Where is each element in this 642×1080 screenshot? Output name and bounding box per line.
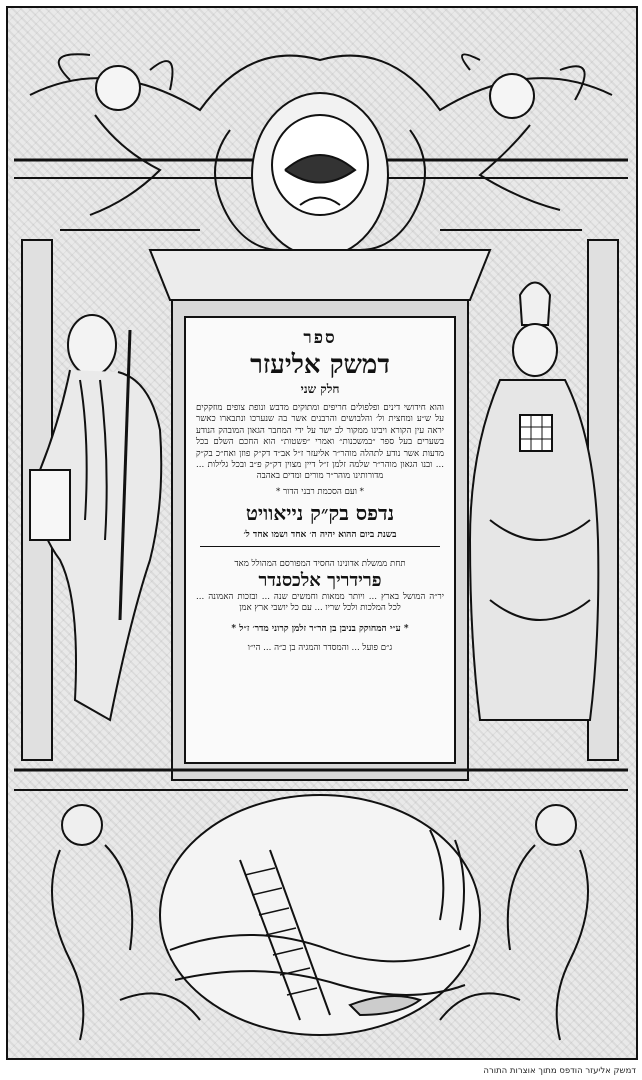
jacobs-ladder-scene (160, 795, 480, 1035)
image-caption: דמשק אליעזר הודפס מתוך אוצרות התורה (483, 1066, 636, 1076)
ruler-name: פרידריך אלכסנדר (258, 569, 382, 591)
printing-year: בשנת ביום ההוא יהיה ה׳ אחד ושמו אחד ל׳ (243, 529, 397, 540)
printer-line: * ע״י המחוקק בניבן בן הר״ר זלמן קרוני מדר׳ ז״ל * (231, 623, 409, 634)
ruler-description: יר״ה המושל בארץ ... ויותר ממאות וחמשים שנה ... ובזכות האמונה ... לכל המלכות ולכל שריו ... עם כל יושבי ארץ אמן (196, 591, 444, 614)
book-description: והוא חידושי דינים ופלפולים חריפים ומתוקים מדבש ונופת צופים מוזקקים על ש״ע ומחצית ול׳ והלבושים והרבנים אשר בה שנערכו ונתבארו כאשר יראה עין הקורא ויבינו ממקור לב ישר על ידי המחבר הגאון המובהק הנודע בשערים בעל ספר ״במשכנות״ ואמרי ״פשטות״ הוא החכם השלם בכל מדעות אשר נודע לתהלה מוהר״ר אליעזר ז״ל אב״ד דק״ק פוזן ואח״כ בק״ק ... ובנו הגאון מוהר״ר שלמה זלמן ז״ל דיין מצוין דק״ק פ״ב ובכל גלילות ... מדורותינו מוהר״ר מורים ומדים באהבה (196, 403, 444, 482)
cherub-right (490, 74, 534, 118)
book-title: דמשק אליעזר (250, 350, 390, 380)
divider (200, 546, 440, 547)
part-label: חלק שני (300, 382, 340, 396)
government-line: תחת ממשלת אדונינו החסיד המפורסם המהולל מאד (234, 558, 406, 569)
sefer-heading: ספר (303, 328, 337, 348)
mask-right (536, 805, 576, 845)
printing-place: נדפס בק״ק נייאוויט (245, 500, 395, 525)
compositor-line: ג״ם פועל ... והמסדר והמגיה בן כ״ה ... הי״ו (247, 642, 393, 653)
mask-left (62, 805, 102, 845)
approval-note: * ועם הסכמת רבני הדור * (276, 486, 364, 497)
cherub-left (96, 66, 140, 110)
aaron-figure (470, 283, 598, 721)
title-text-panel (184, 316, 456, 764)
